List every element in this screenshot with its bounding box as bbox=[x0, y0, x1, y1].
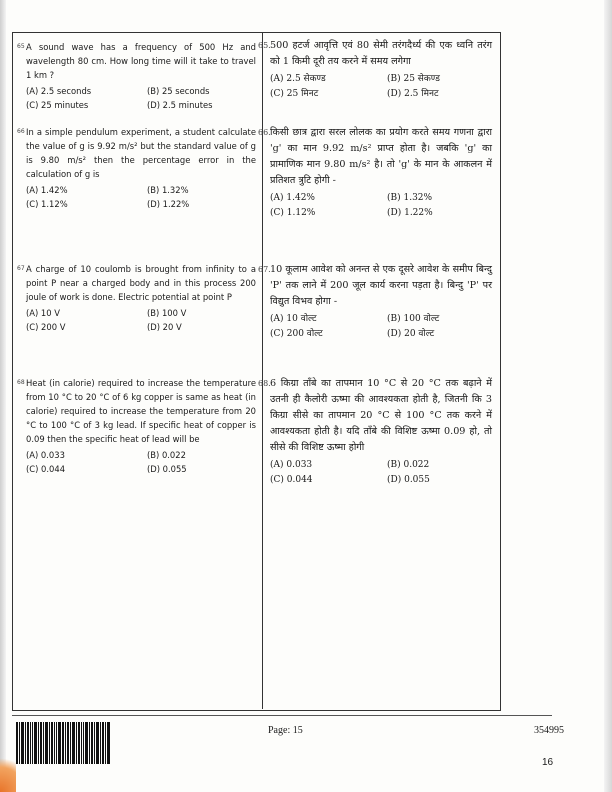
question-68-en bbox=[17, 376, 256, 476]
option-d: (D) 1.22% bbox=[387, 208, 433, 218]
option-c: (C) 25 मिनट bbox=[270, 89, 319, 99]
option-b: (B) 0.022 bbox=[387, 460, 430, 470]
question-text: A charge of 10 coulomb is brought from infinity to a point P near a charged body and in this process 200 joule of work is done. Electric potential at point P bbox=[26, 264, 256, 302]
option-a: (A) 0.033 bbox=[270, 460, 313, 470]
question-text: किसी छात्र द्वारा सरल लोलक का प्रयोग करते समय गणना द्वारा 'g' का मान 9.92 m/s² प्राप्त होता है। जबकि 'g' का प्रामाणिक मान 9.80 m/s² है। तो 'g' के मान के आकलन में प्रतिशत त्रुटि होगी - bbox=[270, 127, 492, 186]
question-number: 68 bbox=[17, 379, 25, 386]
page-edge-right bbox=[604, 0, 612, 792]
question-65-en bbox=[17, 40, 256, 112]
corner-light-flare bbox=[0, 750, 16, 792]
question-68-hi bbox=[258, 376, 492, 488]
option-c: (C) 200 V bbox=[26, 322, 66, 332]
question-66-hi bbox=[258, 125, 492, 221]
option-a: (A) 10 V bbox=[26, 308, 60, 318]
option-b: (B) 25 सेकण्ड bbox=[387, 74, 440, 84]
options bbox=[26, 84, 256, 112]
option-b: (B) 100 वोल्ट bbox=[387, 314, 440, 324]
options bbox=[26, 306, 256, 334]
barcode bbox=[16, 722, 112, 764]
option-b: (B) 0.022 bbox=[147, 450, 186, 460]
option-b: (B) 1.32% bbox=[147, 185, 189, 195]
options bbox=[270, 72, 492, 102]
question-text: 6 किग्रा ताँबे का तापमान 10 °C से 20 °C तक बढ़ाने में उतनी ही कैलोरी ऊष्मा की आवश्यकता होती है, जितनी कि 3 किग्रा सीसे का तापमान 20 °C से 100 °C तक करने में आवश्यकता होती है। यदि ताँबे की विशिष्ट ऊष्मा 0.09 हो, तो सीसे की विशिष्ट ऊष्मा होगी bbox=[270, 378, 492, 453]
option-a: (A) 0.033 bbox=[26, 450, 65, 460]
options bbox=[270, 191, 492, 221]
option-c: (C) 1.12% bbox=[26, 199, 68, 209]
option-d: (D) 2.5 मिनट bbox=[387, 89, 439, 99]
option-a: (A) 2.5 seconds bbox=[26, 86, 92, 96]
option-d: (D) 2.5 minutes bbox=[147, 100, 213, 110]
option-d: (D) 0.055 bbox=[147, 464, 187, 474]
option-d: (D) 20 वोल्ट bbox=[387, 329, 435, 339]
option-b: (B) 1.32% bbox=[387, 193, 433, 203]
option-a: (A) 1.42% bbox=[26, 185, 68, 195]
page-label: Page: 15 bbox=[268, 725, 303, 736]
page-edge-left bbox=[0, 0, 6, 792]
question-text: 10 कूलाम आवेश को अनन्त से एक दूसरे आवेश के समीप बिन्दु 'P' तक लाने में 200 जूल कार्य करना पड़ता है। बिन्दु 'P' पर विद्युत विभव होगा - bbox=[270, 264, 492, 307]
question-number: 67. bbox=[258, 265, 271, 274]
option-c: (C) 200 वोल्ट bbox=[270, 329, 323, 339]
question-number: 68. bbox=[258, 379, 271, 388]
question-text: Heat (in calorie) required to increase the temperature from 10 °C to 20 °C of 6 kg copper is same as heat (in calorie) required to increase the temperature from 20 °C to 100 °C of 3 kg lead. If specific heat of copper is 0.09 then the specific heat of lead will be bbox=[26, 378, 256, 444]
question-text: 500 हटर्ज आवृत्ति एवं 80 सेमी तरंगदैर्ध्य की एक ध्वनि तरंग को 1 किमी दूरी तय करने में समय लगेगा bbox=[270, 40, 492, 67]
option-a: (A) 10 वोल्ट bbox=[270, 314, 317, 324]
question-number: 67 bbox=[17, 265, 25, 272]
question-number: 66 bbox=[17, 128, 25, 135]
option-a: (A) 1.42% bbox=[270, 193, 315, 203]
paper-code: 354995 bbox=[534, 725, 564, 736]
option-b: (B) 100 V bbox=[147, 308, 187, 318]
option-b: (B) 25 seconds bbox=[147, 86, 210, 96]
question-number: 66. bbox=[258, 128, 271, 137]
options bbox=[270, 312, 492, 342]
options bbox=[26, 183, 256, 211]
question-number: 65. bbox=[258, 41, 271, 50]
option-c: (C) 1.12% bbox=[270, 208, 316, 218]
options bbox=[270, 458, 492, 488]
question-67-hi bbox=[258, 262, 492, 342]
option-d: (D) 20 V bbox=[147, 322, 182, 332]
option-c: (C) 0.044 bbox=[26, 464, 66, 474]
option-c: (C) 0.044 bbox=[270, 475, 313, 485]
question-65-hi bbox=[258, 38, 492, 102]
footer-rule bbox=[12, 715, 552, 716]
question-text: A sound wave has a frequency of 500 Hz and wavelength 80 cm. How long time will it take to travel 1 km ? bbox=[26, 42, 256, 80]
option-d: (D) 0.055 bbox=[387, 475, 430, 485]
page-number: 16 bbox=[542, 757, 554, 768]
option-d: (D) 1.22% bbox=[147, 199, 190, 209]
question-67-en bbox=[17, 262, 256, 334]
option-c: (C) 25 minutes bbox=[26, 100, 89, 110]
question-66-en bbox=[17, 125, 256, 211]
option-a: (A) 2.5 सेकण्ड bbox=[270, 74, 326, 84]
question-number: 65 bbox=[17, 43, 25, 50]
options bbox=[26, 448, 256, 476]
question-text: In a simple pendulum experiment, a student calculate the value of g is 9.92 m/s² but the standard value of g is 9.80 m/s² then the percentage error in the calculation of g is bbox=[26, 127, 256, 179]
